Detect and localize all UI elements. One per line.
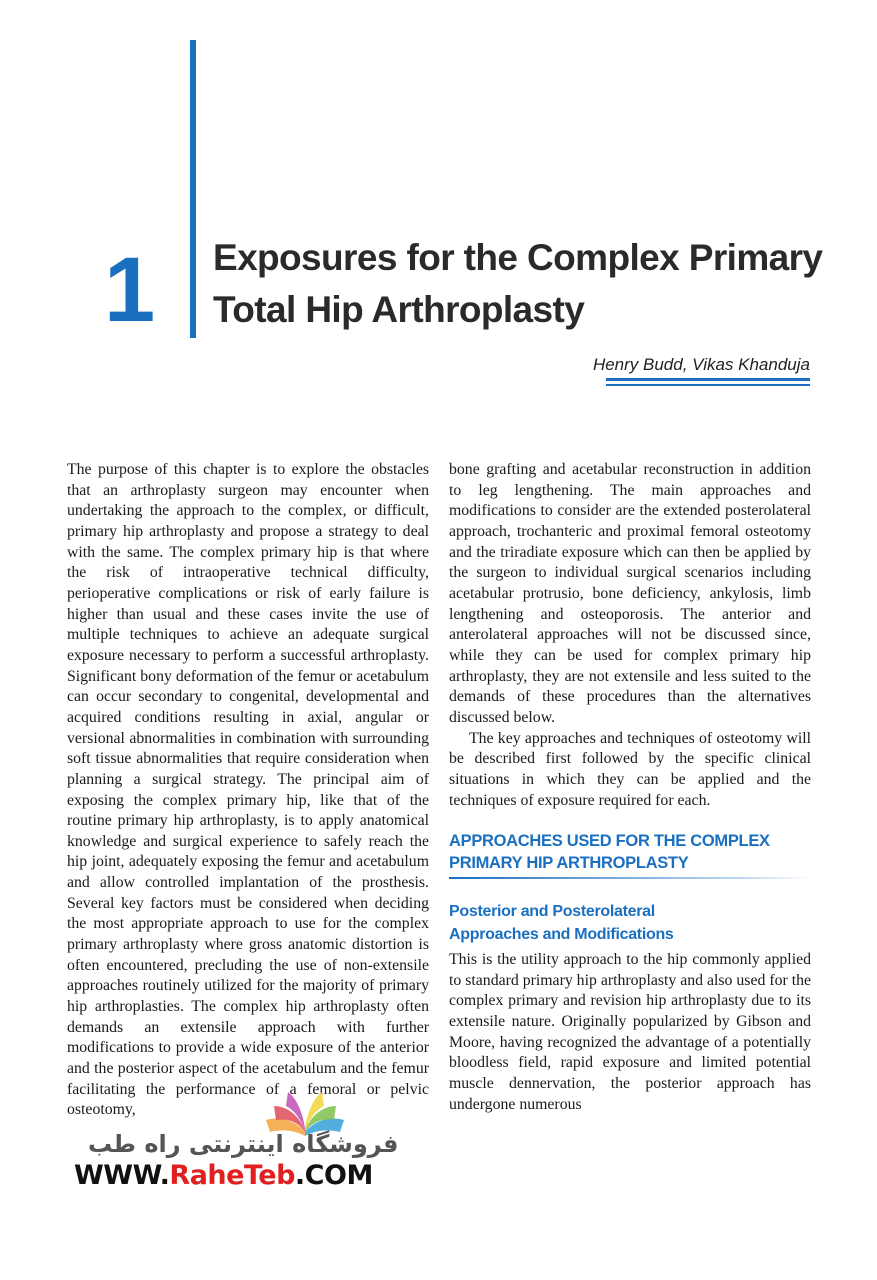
right-column: [449, 460, 811, 1115]
chapter-title-line-2: Total Hip Arthroplasty: [213, 289, 585, 330]
left-column: [67, 460, 429, 1121]
section-heading-line-2: PRIMARY HIP ARTHROPLASTY: [449, 854, 689, 873]
chapter-accent-bar: [190, 40, 196, 338]
subsection-heading: [449, 901, 811, 946]
watermark-url-brand: RaheTeb: [169, 1160, 295, 1191]
chapter-title-line-1: Exposures for the Complex Primary: [213, 237, 823, 278]
watermark-url-suffix: .COM: [294, 1160, 373, 1191]
author-rule-top: [606, 378, 810, 381]
chapter-title: [213, 232, 833, 336]
watermark: [60, 1080, 399, 1195]
author-rule-bottom: [606, 384, 810, 386]
chapter-number: 1: [104, 239, 156, 341]
intro-paragraph: The purpose of this chapter is to explore the obstacles that an arthroplasty surgeon may encounter when undertaking the approach to the complex, or difficult, primary hip arthroplasty and propose a strategy to deal with the same. The complex primary hip is that where the risk of intraoperative technical difficulty, perioperative complications or risk of early failure is higher than usual and these cases invite the use of multiple techniques to achieve an adequate surgical exposure necessary to perform a successful arthroplasty. Significant bony deformation of the femur or acetabulum can occur secondary to congenital, developmental and acquired conditions resulting in axial, angular or versional abnormalities in combination with surrounding soft tissue abnormalities that require consideration when planning a surgical strategy. The principal aim of exposing the complex primary hip, like that of the routine primary hip arthroplasty, is to apply anatomical knowledge and surgical experience to safely reach the hip joint, adequately exposing the femur and acetabulum and allow controlled implantation of the prosthesis. Several key factors must be considered when deciding the most appropriate approach to use for the complex primary arthroplasty where gross anatomic distortion is often encountered, precluding the use of non-extensile approaches routinely utilized for the majority of primary hip arthroplasties. The complex hip arthroplasty often demands an extensile approach with further modifications to provide a wide exposure of the anterior and the posterior aspect of the acetabulum and the femur facilitating the performance of a femoral or pelvic osteotomy,: [67, 461, 429, 1119]
chapter-authors: Henry Budd, Vikas Khanduja: [592, 355, 810, 374]
intro-paragraph-continued: bone grafting and acetabular reconstruction in addition to leg lengthening. The main approaches and modifications to consider are the extended posterolateral approach, trochanteric and proximal femoral osteotomy and the triradiate exposure which can then be applied by the surgeon to individual surgical scenarios including acetabular protrusio, bone deficiency, ankylosis, limb lengthening and osteoporosis. The anterior and anterolateral approaches will not be discussed since, while they can be used for complex primary hip arthroplasty, they are not extensile and less suited to the demands of these procedures than the alternatives discussed below.: [449, 461, 811, 726]
subsection-heading-line-2: Approaches and Modifications: [449, 925, 674, 943]
subsection-heading-line-1: Posterior and Posterolateral: [449, 903, 655, 921]
key-approaches-paragraph: The key approaches and techniques of osteotomy will be described first followed by the specific clinical situations in which they can be applied and the techniques of exposure required for each.: [449, 729, 811, 809]
section-heading: [449, 830, 811, 874]
posterior-approach-paragraph: This is the utility approach to the hip commonly applied to standard primary hip arthroplasty and also used for the complex primary and revision hip arthroplasty due to its extensile nature. Originally popularized by Gibson and Moore, having recognized the advantage of a potentially bloodless field, rapid exposure and limited potential muscle dennervation, the posterior approach has undergone numerous: [449, 951, 811, 1113]
section-heading-line-1: APPROACHES USED FOR THE COMPLEX: [449, 832, 770, 851]
watermark-url: [74, 1160, 373, 1191]
watermark-url-prefix: WWW.: [74, 1160, 170, 1191]
watermark-persian-text: فروشگاه اینترنتی راه طب: [88, 1130, 399, 1158]
